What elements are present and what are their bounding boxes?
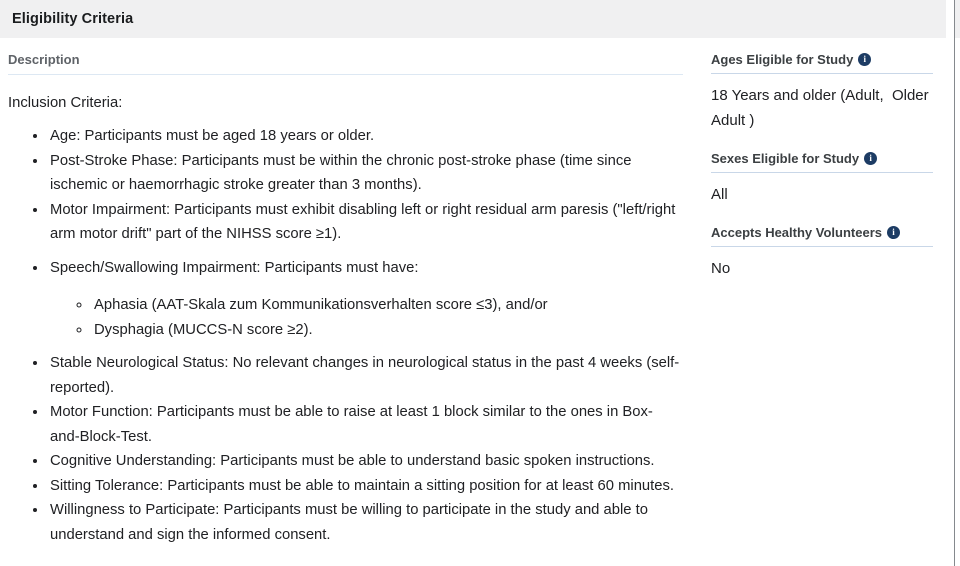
info-icon[interactable]: i (887, 226, 900, 239)
eligibility-summary-column (711, 52, 933, 547)
field-ages-eligible (711, 52, 933, 133)
card-title: Eligibility Criteria (0, 0, 946, 38)
adjacent-card-edge (954, 0, 960, 566)
criteria-item-age: • Age: Participants must be aged 18 years or older. (48, 124, 680, 149)
inclusion-criteria-list (8, 124, 680, 547)
criteria-item-stable-status: • Stable Neurological Status: No relevant changes in neurological status in the past 4 weeks (self-reported). (48, 351, 680, 400)
criteria-item-speech-swallowing: • Speech/Swallowing Impairment: Participants must have: ◦ Aphasia (AAT-Skala zum Kommunikationsverhalten score ≤3), and/or ◦ Dysphagia (MUCCS-N score ≥2). (48, 256, 680, 343)
healthy-volunteers-label: Accepts Healthy Volunteers (711, 225, 882, 240)
criteria-item-sitting: • Sitting Tolerance: Participants must be able to maintain a sitting position for at least 60 minutes. (48, 474, 680, 499)
sexes-eligible-value: All (711, 186, 728, 203)
ages-eligible-value: 18 Years and older (Adult, Older Adult ) (711, 87, 932, 129)
description-label: Description (8, 52, 683, 75)
card-content (0, 38, 946, 547)
criteria-item-cognitive: • Cognitive Understanding: Participants must be able to understand basic spoken instructions. (48, 449, 680, 474)
speech-swallowing-sublist (50, 293, 680, 342)
sexes-eligible-label: Sexes Eligible for Study (711, 151, 860, 166)
criteria-item-willingness: • Willingness to Participate: Participants must be willing to participate in the study and able to understand and sign the informed consent. (48, 498, 680, 547)
adjacent-card-header-edge (955, 0, 960, 38)
criteria-item-motor-impairment: • Motor Impairment: Participants must exhibit disabling left or right residual arm paresis ("left/right arm motor drift" part of the NIHSS score ≥1). (48, 198, 680, 247)
criteria-subitem-dysphagia: ◦ Dysphagia (MUCCS-N score ≥2). (92, 318, 680, 343)
info-icon[interactable]: i (864, 152, 877, 165)
inclusion-criteria-heading: Inclusion Criteria: (8, 95, 123, 111)
criteria-item-motor-function: • Motor Function: Participants must be able to raise at least 1 block similar to the ones in Box-and-Block-Test. (48, 400, 680, 449)
field-sexes-eligible (711, 151, 933, 207)
healthy-volunteers-value: No (711, 260, 731, 277)
ages-eligible-label: Ages Eligible for Study (711, 52, 854, 67)
criteria-item-post-stroke: • Post-Stroke Phase: Participants must be within the chronic post-stroke phase (time since ischemic or haemorrhagic stroke greater than 3 months). (48, 149, 680, 198)
criteria-subitem-aphasia: ◦ Aphasia (AAT-Skala zum Kommunikationsverhalten score ≤3), and/or (92, 293, 680, 318)
description-column (8, 52, 683, 547)
info-icon[interactable]: i (858, 53, 871, 66)
field-healthy-volunteers (711, 225, 933, 281)
